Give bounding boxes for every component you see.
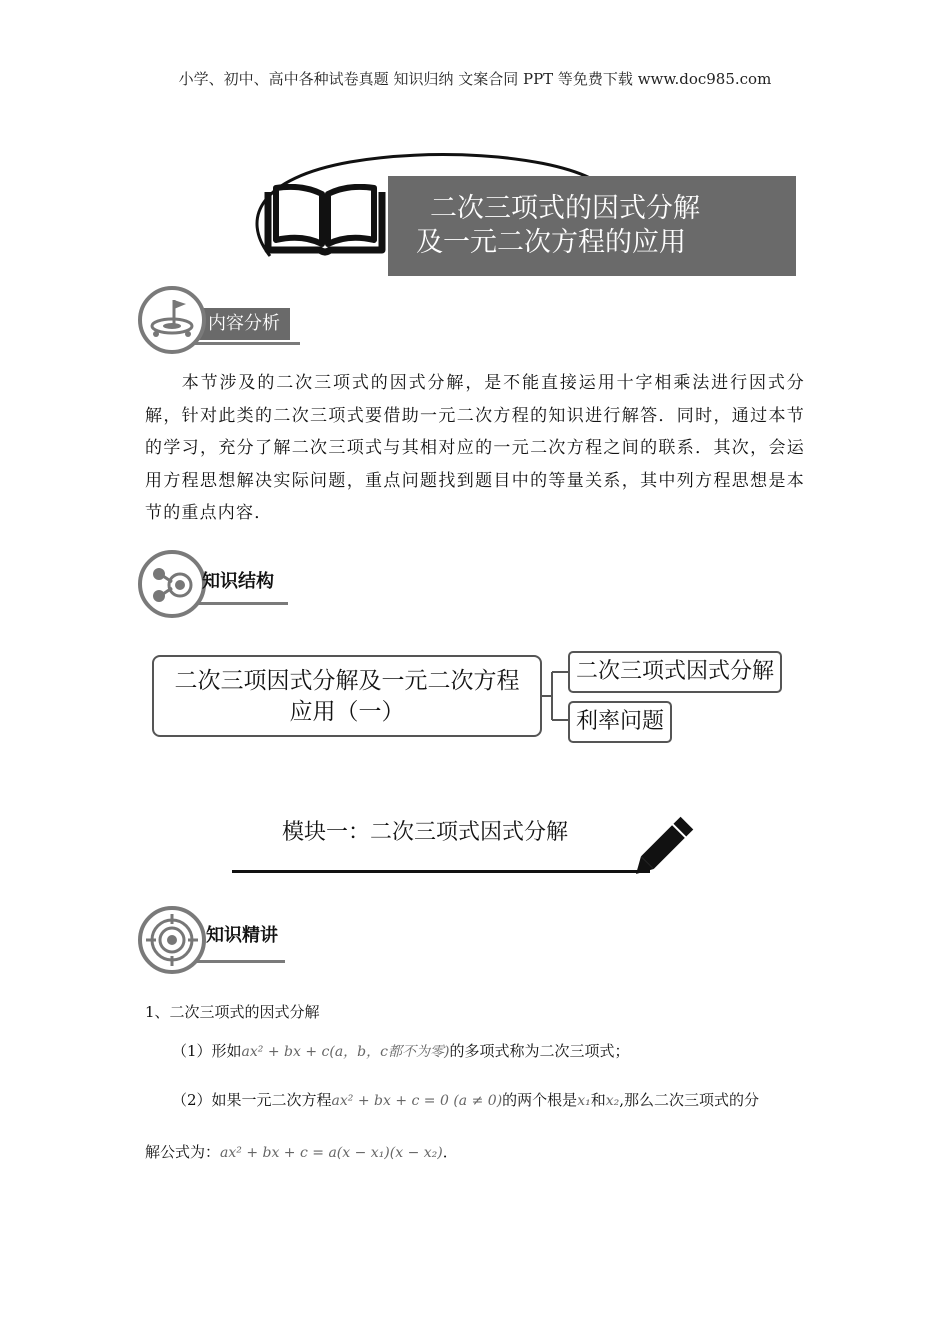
p2-root-1: x₁ <box>577 1093 591 1109</box>
page-header: 小学、初中、高中各种试卷真题 知识归纳 文案合同 PPT 等免费下载 www.doc985.com <box>178 70 772 88</box>
p1-suffix: 的多项式称为二次三项式； <box>449 1042 630 1060</box>
module-underline <box>232 870 650 873</box>
intro-text: 本节涉及的二次三项式的因式分解，是不能直接运用十字相乘法进行因式分解，针对此类的二次三项式要借助一元二次方程的知识进行解答．同时，通过本节的学习，充分了解二次三项式与其相对应的一元二次方程之间的联系．其次，会运用方程思想解决实际问题，重点问题找到题目中的等量关系，其中列方程思想是本节的重点内容． <box>145 373 805 523</box>
analysis-heading: 内容分析 <box>198 308 290 340</box>
lecture-item-1: 1、二次三项式的因式分解 <box>145 1003 320 1021</box>
module-title: 模块一：二次三项式因式分解 <box>282 820 569 845</box>
p1-formula: ax² + bx + c(a，b，c都不为零) <box>241 1044 450 1060</box>
title-line-1: 二次三项式的因式分解 <box>430 193 700 224</box>
structure-main-line-1: 二次三项因式分解及一元二次方程 <box>174 668 520 694</box>
network-icon <box>138 550 206 618</box>
p2-prefix: （2）如果一元二次方程 <box>172 1091 332 1109</box>
p1-prefix: （1）形如 <box>172 1042 242 1060</box>
lecture-point-2 <box>172 1089 759 1110</box>
structure-heading: 知识结构 <box>202 571 274 592</box>
flag-target-icon <box>138 286 206 354</box>
p2-formula: ax² + bx + c = 0 (a ≠ 0) <box>331 1093 503 1109</box>
p2-and: 和 <box>590 1091 606 1109</box>
title-banner <box>388 176 796 276</box>
title-line-2: 及一元二次方程的应用 <box>416 227 686 258</box>
structure-node-interest: 利率问题 <box>568 701 672 743</box>
p2-root-2: x₂ <box>605 1093 620 1109</box>
p2-suffix: ,那么二次三项式的分 <box>619 1091 760 1109</box>
intro-paragraph <box>145 367 805 530</box>
structure-main-node <box>152 655 542 737</box>
p2-mid: 的两个根是 <box>502 1091 578 1109</box>
lecture-point-1 <box>172 1040 629 1061</box>
structure-node-factorization: 二次三项式因式分解 <box>568 651 782 693</box>
lecture-heading: 知识精讲 <box>206 925 278 946</box>
p3-suffix: ． <box>442 1143 458 1161</box>
book-icon <box>262 184 388 260</box>
lecture-point-3 <box>145 1141 458 1162</box>
p3-formula: ax² + bx + c = a(x − x₁)(x − x₂) <box>220 1145 443 1161</box>
p3-prefix: 解公式为： <box>145 1143 221 1161</box>
structure-main-line-2: 应用（一） <box>289 699 405 725</box>
pencil-icon <box>630 812 700 878</box>
target-icon <box>138 906 206 974</box>
